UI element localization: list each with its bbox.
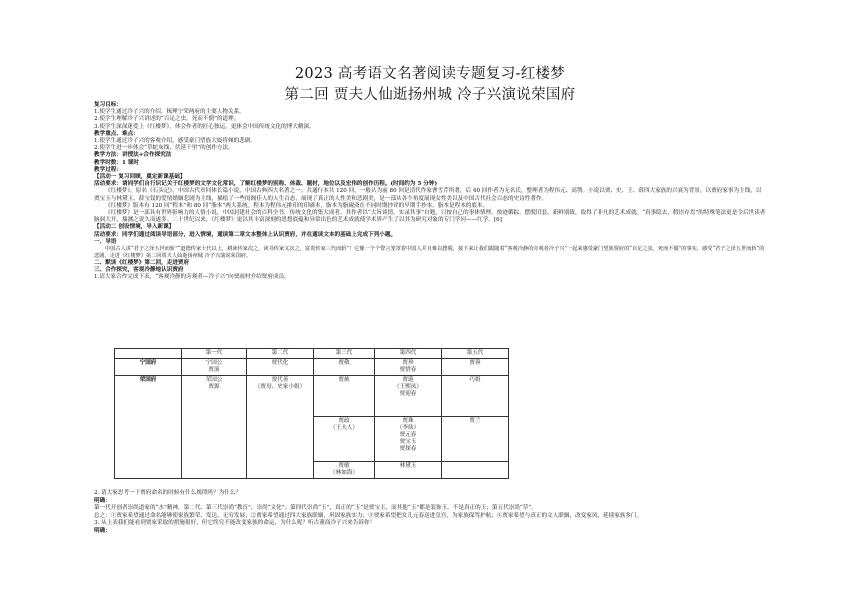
paragraph-versions: 《红楼梦》版本有 120 回“程本”和 80 回“脂本”两大系统。程本为程伟元排印的印刷本，脂本为脂砚斋在不同时期抄评的早期手抄本。脂本是程本的底本。 xyxy=(105,202,489,209)
table-cell-text: 贾敏 （林如海） xyxy=(330,463,358,476)
table-cell-text: 贾珠 （李纨） 贾元春 贾宝玉 贾探春 xyxy=(396,418,420,452)
table-cell xyxy=(375,376,442,417)
goal-item: 2.使学生理解冷子兴讲述的“百足之虫，死而不僵”的道理。 xyxy=(94,116,240,123)
question-3: 3. 从上表我们能看到贾家采取的措施很好，但它终究不能改变家族的命运，为什么呢？听古董商冷子兴来告诉你！ xyxy=(94,520,376,527)
table-cell xyxy=(314,376,375,417)
activity1-title: 【活动一 复习回顾，奠定新课基础】 xyxy=(94,174,186,181)
table-cell xyxy=(182,376,247,479)
table-header-cell xyxy=(115,349,182,359)
teaching-process: 教学过程： xyxy=(94,166,122,173)
goals-heading: 复习目标： xyxy=(94,102,122,108)
paragraph-status: 《红楼梦》是一部具有世界影响力的人情小说，中国封建社会的百科全书，传统文化的集大成者。其作者以“大旨谈情，实录其事”自勉，只按自己的事体情理，按迹循踪，摆脱旧套，新鲜别致，取得了非凡的艺术成就。“真事隐去，假语存焉”的特殊笔法更是令后世读者脑洞大开，揣测之说久而遂多。二十世纪以来，《红楼梦》更以其丰富深刻的思想底蕴和异常出色的艺术成就使学术界产生了以其为研究对象的专门学问——红学。[6] xyxy=(94,210,766,224)
table-cell xyxy=(375,417,442,462)
keypoint-item: 1.使学生通过冷子兴的客观介绍，感受豪门望族大厦将倾的悲剧。 xyxy=(94,138,256,145)
table-cell xyxy=(442,462,509,479)
table-cell-text: 贾政 （王夫人） xyxy=(330,418,358,431)
table-cell: 贾代化 xyxy=(247,359,314,376)
teaching-method: 教学方法：讲授法+合作探究法 xyxy=(94,152,172,159)
table-cell: 贾蓉 xyxy=(442,359,509,376)
goal-item: 3.使学生深深迷爱上《红楼梦》，体会作者的匠心独运，更体会中国传统文化的博大精深。 xyxy=(94,123,315,130)
table-cell-text: 贾珍 贾惜春 xyxy=(399,360,417,373)
table-cell xyxy=(314,417,375,462)
questions-section xyxy=(94,490,766,536)
teaching-hours: 教学时数：1 课时 xyxy=(94,159,139,166)
table-cell: 贾兰 xyxy=(442,417,509,462)
table-header-cell: 第三代 xyxy=(314,349,375,359)
paragraph-intro: 《红楼梦》，原名《石头记》，中国古代章回体长篇小说，中国古典四大名著之一。共通行本共 120 回，一般认为前 80 回是清代作家曹雪芹所著，后 40 回作者为无名氏，整理者为程伟元、高鹗。小说以贾、史、王、薛四大家族的兴衰为背景，以贾府家事为主线，以贾宝玉与林黛玉、薛宝钗的爱情婚姻悲剧为主线，描绘了一些闺阁佳人的人生百态，展现了真正的人性美和悲剧美，是一部从各个角度展现女性美以及中国古代社会百态的史诗性著作。 xyxy=(94,188,762,202)
document-title: 2023 高考语文名著阅读专题复习-红楼梦 xyxy=(294,66,566,82)
table-header-cell: 第二代 xyxy=(247,349,314,359)
activity2-title: 【活动二 创设情境，导入新课】 xyxy=(94,224,175,231)
table-cell: 荣国府 xyxy=(115,376,182,479)
document-body xyxy=(94,102,766,282)
table-cell-text: 贾赦 xyxy=(338,377,350,383)
question-2: 2. 请大家思考一下贾府命名的时候有什么规律吗？为什么？ xyxy=(94,490,241,496)
activity2-requirement: 活动要求：同学们通过阅读导语部分，进入情境，通读第二章文本整体上认识贾府，并在通读文本的基础上完成下列小题。 xyxy=(94,231,397,238)
answer-label: 明确： xyxy=(94,527,111,534)
goal-item: 1.使学生通过冷子兴的介绍，梳理宁荣两府的主要人物关系。 xyxy=(94,109,245,116)
table-cell xyxy=(314,462,375,479)
table-cell-text: 宁国公 贾演 xyxy=(205,360,223,373)
table-cell-text: 贾代善 （贾母、史家小姐） xyxy=(254,377,306,390)
table-cell: 贾敬 xyxy=(314,359,375,376)
table-row xyxy=(115,359,509,376)
table-row xyxy=(115,376,509,417)
answer-2: 第一代开创者崇尚道家的“水”精神，第二代、第三代崇尚“教育”，崇尚“文化”；第四代崇尚“玉”，真正的“玉”是贾宝玉，而其他“玉”都是装饰玉，不是真正的玉；第五代崇尚“草”。 xyxy=(94,505,537,512)
answer-label: 明确： xyxy=(94,497,111,504)
keypoint-item: 2.使学生进一步体会“草蛇灰线，伏延千里”的创作方法。 xyxy=(94,145,234,152)
table-header-cell: 第四代 xyxy=(375,349,442,359)
table-cell xyxy=(247,376,314,479)
table-cell: 宁国府 xyxy=(115,359,182,376)
section-heading: 二、默读《红楼梦》第二回，走进贾府 xyxy=(94,260,190,267)
section-heading: 一、导语 xyxy=(94,238,117,245)
summary: 总之：①贾家希望通过命名能够使家族繁荣、发达，无穷发展；②贾家希望通过四大家族联姻，巩固家族实力；③贾家希望把女儿元春送进皇宫，为家族保驾护航；④贾家希望与真正的文人联姻，改变家风，延续家族多门。 xyxy=(94,512,643,519)
document-subtitle: 第二回 贾夫人仙逝扬州城 冷子兴演说荣国府 xyxy=(284,87,576,103)
table-cell: 林黛玉 xyxy=(375,462,442,479)
question-1: 1.请大家合作完成下表，“客观冷静的旁观者—冷子兴”向贾雨村介绍贾府成员。 xyxy=(94,274,290,281)
table-cell: 巧姐 xyxy=(442,376,509,417)
section-heading: 三、合作探究，客观冷静地认识贾府 xyxy=(94,267,184,274)
table-cell xyxy=(375,359,442,376)
table-header-row xyxy=(115,349,509,359)
table-header-cell: 第一代 xyxy=(182,349,247,359)
table-cell-text: 贾琏 （王熙凤） 贾迎春 xyxy=(394,377,422,397)
genealogy-table xyxy=(114,348,509,479)
table-cell xyxy=(182,359,247,376)
table-header-cell: 第五代 xyxy=(442,349,509,359)
intro-paragraph: 中国古人讲“君子之泽五世而斩”“道德传家十代以上，耕读传家次之，读书传家又次之，富贵传家三代而斩”！它像一个个警言笼罩着中国人并且难以摆脱，接下来让我们跟随着“客观冷静的旁观者冷子兴”一起来感受豪门望族贾府的“百足之虫，死而不僵”的事实，感受“君子之泽五世而斩”的悲剧，走进《红楼梦》第二回贾夫人仙逝扬州城 冷子兴演说荣国府。 xyxy=(94,246,765,260)
table-cell-text: 荣国公 贾源 xyxy=(205,377,223,390)
activity1-requirement: 活动要求：请同学们自行识记关于红楼梦的文学文化常识，了解红楼梦的别称、体裁、题材，地位以及宏伟的创作历程。(时间约为 5 分钟) xyxy=(94,181,438,188)
keypoints-heading: 教学重点、难点： xyxy=(94,130,139,137)
